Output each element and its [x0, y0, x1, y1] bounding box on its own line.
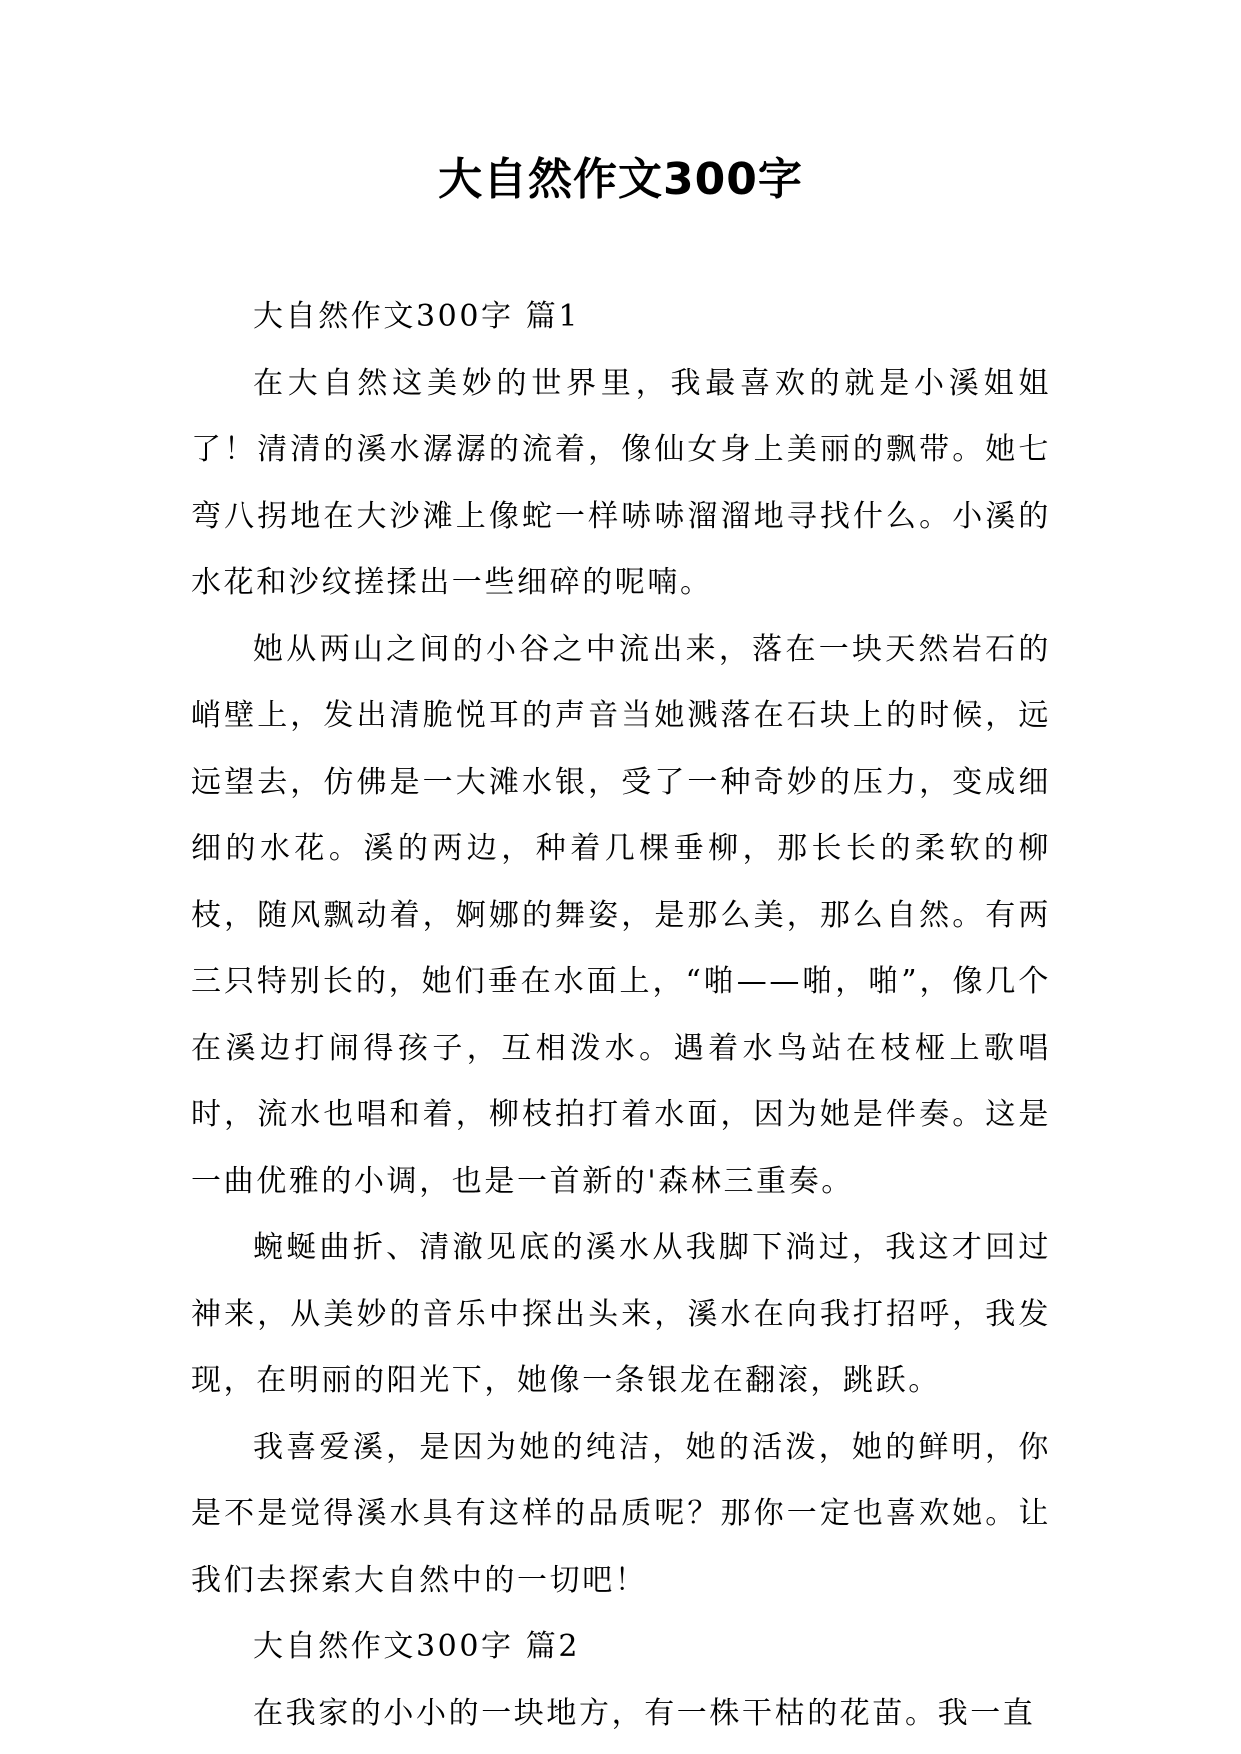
document-body [191, 284, 1051, 1747]
document-title: 大自然作文300字 [438, 154, 803, 205]
paragraph: 她从两山之间的小谷之中流出来，落在一块天然岩石的峭壁上，发出清脆悦耳的声音当她溅落在石块上的时候，远远望去，仿佛是一大滩水银，受了一种奇妙的压力，变成细细的水花。溪的两边，种着几棵垂柳，那长长的柔软的柳枝，随风飘动着，婀娜的舞姿，是那么美，那么自然。有两三只特别长的，她们垂在水面上，“啪——啪，啪”，像几个在溪边打闹得孩子，互相泼水。遇着水鸟站在枝桠上歌唱时，流水也唱和着，柳枝拍打着水面，因为她是伴奏。这是一曲优雅的小调，也是一首新的'森林三重奏。 [191, 631, 1051, 1199]
paragraph: 我喜爱溪，是因为她的纯洁，她的活泼，她的鲜明，你是不是觉得溪水具有这样的品质呢？那你一定也喜欢她。让我们去探索大自然中的一切吧！ [191, 1429, 1051, 1598]
paragraph: 蜿蜒曲折、清澈见底的溪水从我脚下淌过，我这才回过神来，从美妙的音乐中探出头来，溪水在向我打招呼，我发现，在明丽的阳光下，她像一条银龙在翻滚，跳跃。 [191, 1230, 1051, 1398]
section-heading: 大自然作文300字 篇1 [253, 299, 581, 334]
paragraph: 在大自然这美妙的世界里，我最喜欢的就是小溪姐姐了！清清的溪水潺潺的流着，像仙女身上美丽的飘带。她七弯八拐地在大沙滩上像蛇一样哧哧溜溜地寻找什么。小溪的水花和沙纹搓揉出一些细碎的呢喃。 [191, 365, 1051, 600]
section-heading: 大自然作文300字 篇2 [253, 1629, 581, 1664]
paragraph: 在我家的小小的一块地方，有一株干枯的花苗。我一直 [253, 1695, 1036, 1731]
